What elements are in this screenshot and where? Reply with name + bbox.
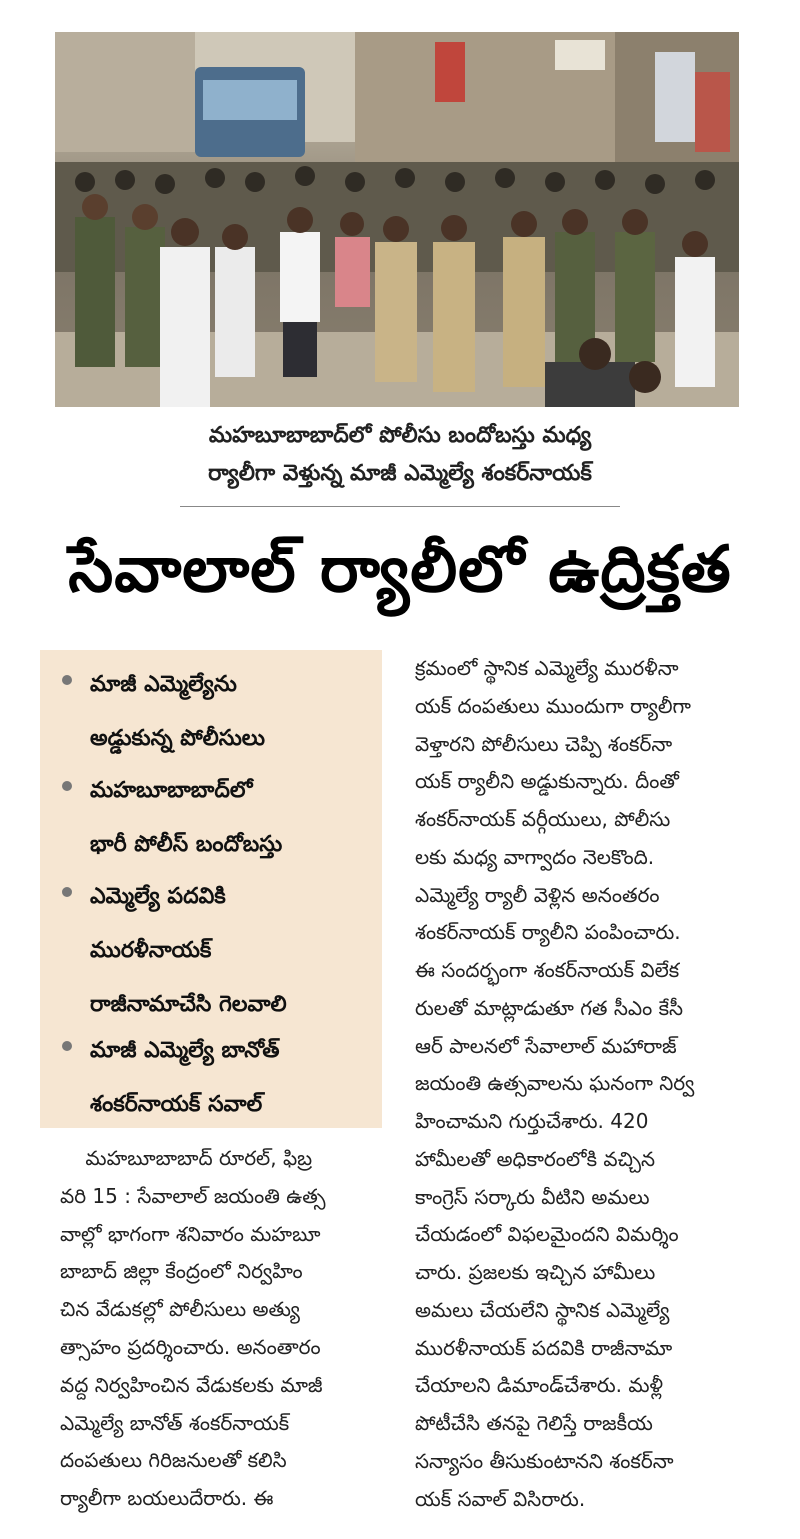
highlight-item (62, 764, 380, 872)
body-line: వాల్లో భాగంగా శనివారం మహబూ (60, 1221, 321, 1246)
body-line: చారు. ప్రజలకు ఇచ్చిన హామీలు (415, 1260, 656, 1284)
body-line: ఆర్‌ పాలనలో సేవాలాల్‌ మహారాజ్‌ (415, 1033, 677, 1058)
body-line: బాబాద్‌ జిల్లా కేంద్రంలో నిర్వహిం (60, 1259, 303, 1284)
body-line: శంకర్‌నాయక్‌ ర్యాలీని పంపించారు. (415, 920, 681, 945)
body-line: చేయడంలో విఫలమైందని విమర్శిం (415, 1222, 679, 1247)
rally-photo (55, 32, 739, 407)
highlight-item (62, 870, 380, 1032)
article-body-right-column (415, 650, 760, 1518)
body-line: ర్యాలీగా బయలుదేరారు. ఈ (60, 1486, 274, 1511)
caption-divider (180, 506, 620, 507)
body-line: దంపతులు గిరిజనులతో కలిసి (60, 1448, 287, 1473)
body-line: మహబూబాబాద్‌ రూరల్‌, ఫిబ్ర (60, 1146, 313, 1170)
body-line: వరి 15 : సేవాలాల్‌ జయంతి ఉత్స (60, 1183, 326, 1208)
highlight-line: మాజీ ఎమ్మెల్యేను (90, 672, 237, 697)
highlights-box (40, 650, 382, 1128)
highlight-line: మహబూబాబాద్‌లో (90, 778, 253, 803)
body-line: కాంగ్రెస్‌ సర్కారు వీటిని అమలు (415, 1184, 650, 1209)
body-line: చిన వేడుకల్లో పోలీసులు అత్యు (60, 1297, 300, 1322)
highlight-line: శంకర్‌నాయక్‌ సవాల్‌ (90, 1092, 263, 1117)
body-line: లకు మధ్య వాగ్వాదం నెలకొంది. (415, 844, 655, 869)
body-line: యక్‌ ర్యాలీని అడ్డుకున్నారు. దీంతో (415, 769, 679, 794)
body-line: యక్‌ సవాల్‌ విసిరారు. (415, 1486, 586, 1511)
highlight-item (62, 658, 380, 766)
article-body-left-column (60, 1140, 380, 1518)
body-line: ఈ సందర్భంగా శంకర్‌నాయక్‌ విలేక (415, 958, 680, 982)
body-line: సన్యాసం తీసుకుంటానని శంకర్‌నా (415, 1448, 674, 1473)
body-line: హామీలతో అధికారంలోకి వచ్చిన (415, 1146, 656, 1171)
rally-photo-illustration (55, 32, 739, 407)
highlight-line: మురళీనాయక్‌ (90, 938, 212, 963)
bullet-icon (62, 675, 72, 685)
highlight-line: భారీ పోలీస్‌ బందోబస్తు (90, 832, 283, 857)
body-line: చేయాలని డిమాండ్‌చేశారు. మళ్లీ (415, 1373, 664, 1398)
bullet-icon (62, 1041, 72, 1051)
body-line: ఎమ్మెల్యే బానోత్‌ శంకర్‌నాయక్‌ (60, 1410, 290, 1435)
body-line: ఎమ్మెల్యే ర్యాలీ వెళ్లిన అనంతరం (415, 882, 660, 907)
bullet-icon (62, 781, 72, 791)
body-line: క్రమంలో స్థానిక ఎమ్మెల్యే మురళీనా (415, 656, 679, 680)
highlight-line: ఎమ్మెల్యే పదవికి (90, 884, 226, 909)
highlight-item (62, 1024, 380, 1132)
body-line: అమలు చేయలేని స్థానిక ఎమ్మెల్యే (415, 1297, 670, 1322)
body-line: వెళ్తారని పోలీసులు చెప్పి శంకర్‌నా (415, 731, 673, 756)
highlight-line: మాజీ ఎమ్మెల్యే బానోత్‌ (90, 1038, 280, 1063)
body-line: త్సాహం ప్రదర్శించారు. అనంతారం (60, 1334, 321, 1359)
highlight-line: రాజీనామాచేసి గెలవాలి (90, 992, 287, 1017)
body-line: జయంతి ఉత్సవాలను ఘనంగా నిర్వ (415, 1071, 695, 1096)
body-line: మురళీనాయక్‌ పదవికి రాజీనామా (415, 1335, 673, 1360)
bullet-icon (62, 887, 72, 897)
highlight-line: అడ్డుకున్న పోలీసులు (90, 726, 266, 751)
body-line: హించామని గుర్తుచేశారు. 420 (415, 1109, 649, 1133)
body-line: యక్‌ దంపతులు ముందుగా ర్యాలీగా (415, 693, 691, 718)
body-line: వద్ద నిర్వహించిన వేడుకలకు మాజీ (60, 1372, 323, 1397)
body-line: పోటీచేసి తనపై గెలిస్తే రాజకీయ (415, 1411, 653, 1435)
body-line: శంకర్‌నాయక్‌ వర్గీయులు, పోలీసు (415, 807, 671, 831)
photo-caption-line-2: ర్యాలీగా వెళ్తున్న మాజీ ఎమ్మెల్యే శంకర్‌నాయక్ (208, 461, 592, 486)
photo-caption-line-1: మహబూబాబాద్‌లో పోలీసు బందోబస్తు మధ్య (208, 423, 592, 448)
headline: సేవాలాల్‌ ర్యాలీలో ఉద్రిక్తత (68, 533, 732, 607)
body-line: రులతో మాట్లాడుతూ గత సీఎం కేసీ (415, 995, 684, 1020)
